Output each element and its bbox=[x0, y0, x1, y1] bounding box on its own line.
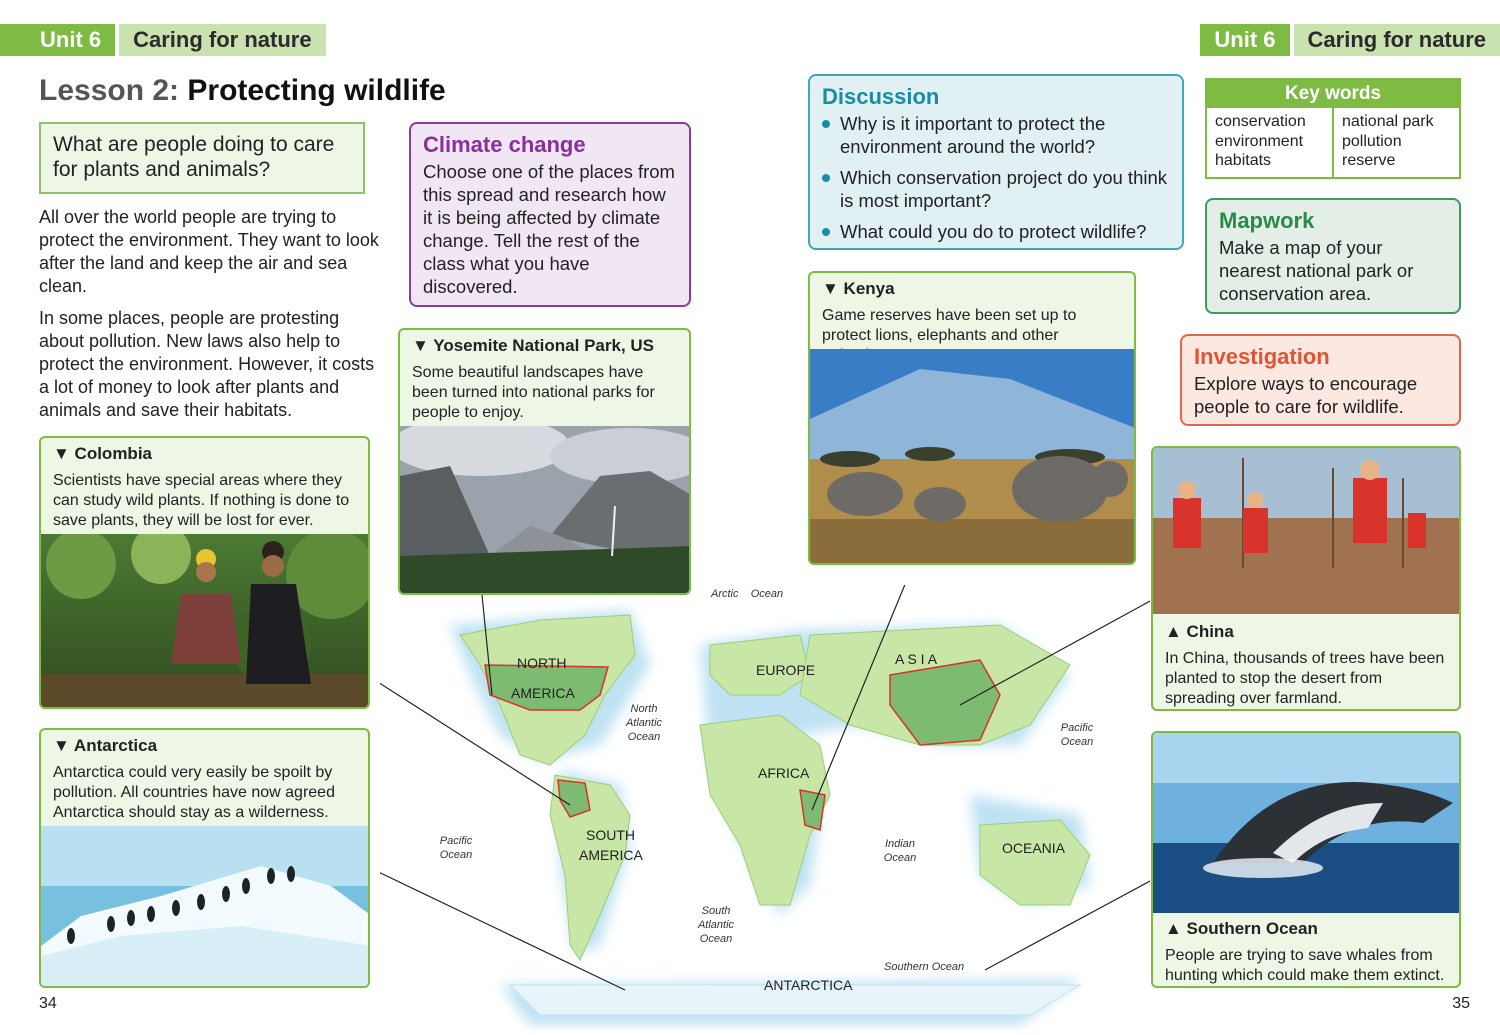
investigation-box bbox=[1180, 334, 1461, 426]
ocean-label-pacific-right bbox=[1057, 721, 1097, 749]
discussion-item: What could you do to protect wildlife? bbox=[840, 220, 1170, 243]
colombia-photo bbox=[41, 534, 368, 709]
key-words-column bbox=[1207, 108, 1332, 177]
climate-text: Choose one of the places from this spread and research how it is being affected by climate change. Tell the rest of the class what you have discovered. bbox=[423, 161, 675, 297]
climate-change-box bbox=[409, 122, 691, 307]
kenya-photo bbox=[810, 349, 1134, 565]
southern-ocean-card bbox=[1151, 731, 1461, 988]
map-label-oceania: OCEANIA bbox=[1002, 840, 1066, 856]
map-label-north-america-2: AMERICA bbox=[511, 685, 575, 701]
card-title: ▲ Southern Ocean bbox=[1165, 919, 1318, 938]
key-word: reserve bbox=[1342, 152, 1396, 169]
ocean-label-line: Ocean bbox=[627, 731, 661, 743]
ocean-label-south-atlantic bbox=[696, 904, 736, 946]
ocean-label-line: North bbox=[630, 703, 658, 715]
card-caption bbox=[41, 730, 368, 829]
card-text: In China, thousands of trees have been planted to stop the desert from spreading over farmland. bbox=[1165, 650, 1445, 707]
ocean-label-arctic: Arctic Ocean bbox=[711, 588, 784, 600]
key-word: pollution bbox=[1342, 132, 1402, 150]
card-title: ▼ Colombia bbox=[53, 444, 152, 463]
discussion-item: Why is it important to protect the environment around the world? bbox=[840, 112, 1170, 158]
key-word: national park bbox=[1342, 113, 1434, 130]
map-label-africa: AFRICA bbox=[758, 765, 810, 781]
key-words-box bbox=[1205, 78, 1461, 179]
card-text: Some beautiful landscapes have been turned into national parks for people to enjoy. bbox=[412, 364, 655, 421]
unit-title: Caring for nature bbox=[1294, 24, 1500, 56]
page-number-left: 34 bbox=[39, 995, 57, 1012]
card-caption bbox=[1153, 913, 1459, 988]
china-photo bbox=[1153, 448, 1459, 614]
card-title: ▼ Kenya bbox=[822, 279, 895, 298]
question-box: What are people doing to care for plants and animals? bbox=[39, 122, 365, 194]
ocean-label-line: Ocean bbox=[1060, 736, 1094, 748]
ocean-label-line: Indian bbox=[885, 838, 915, 850]
map-label-south-america-2: AMERICA bbox=[579, 847, 643, 863]
card-text: People are trying to save whales from hunting which could make them extinct. bbox=[1165, 947, 1445, 984]
map-label-south-america-1: SOUTH bbox=[586, 827, 635, 843]
unit-title: Caring for nature bbox=[119, 24, 325, 56]
card-caption bbox=[400, 330, 689, 429]
map-label-asia: A S I A bbox=[895, 651, 938, 667]
map-label-europe: EUROPE bbox=[756, 662, 816, 678]
card-text: Antarctica could very easily be spoilt by pollution. All countries have now agreed Antarctica should stay as a wilderness. bbox=[53, 764, 335, 821]
whale-photo bbox=[1153, 733, 1459, 913]
kenya-card bbox=[808, 271, 1136, 565]
ocean-label-north-atlantic bbox=[624, 702, 664, 744]
ocean-label-line: Pacific bbox=[1060, 722, 1094, 734]
yosemite-card bbox=[398, 328, 691, 595]
card-caption bbox=[1153, 616, 1459, 711]
lesson-prefix: Lesson 2: bbox=[39, 74, 180, 107]
card-title: ▼ Yosemite National Park, US bbox=[412, 336, 655, 355]
card-title: ▲ China bbox=[1165, 622, 1234, 641]
map-label-north-america-1: NORTH bbox=[517, 655, 567, 671]
intro-paragraph: All over the world people are trying to protect the environment. They want to look after the land and keep the air and sea clean. bbox=[39, 207, 379, 296]
unit-header-right bbox=[1200, 24, 1500, 56]
lesson-name: Protecting wildlife bbox=[187, 74, 446, 107]
ocean-label-southern: Southern Ocean bbox=[884, 961, 965, 973]
antarctica-photo bbox=[41, 826, 368, 988]
china-card bbox=[1151, 446, 1461, 711]
colombia-card bbox=[39, 436, 370, 709]
lesson-title bbox=[39, 74, 446, 108]
ocean-label-line: Ocean bbox=[699, 933, 733, 945]
ocean-label-line: Pacific bbox=[439, 835, 473, 847]
ocean-label-line: Atlantic bbox=[697, 919, 735, 931]
unit-number: Unit 6 bbox=[0, 24, 115, 56]
ocean-label-line: Ocean bbox=[883, 852, 917, 864]
card-caption bbox=[41, 438, 368, 537]
card-title: ▼ Antarctica bbox=[53, 736, 158, 755]
mapwork-title: Mapwork bbox=[1219, 208, 1315, 233]
unit-number: Unit 6 bbox=[1200, 24, 1289, 56]
discussion-title: Discussion bbox=[822, 84, 940, 109]
ocean-label-pacific-left bbox=[436, 834, 476, 862]
mapwork-text: Make a map of your nearest national park or conservation area. bbox=[1219, 237, 1414, 304]
unit-header-left bbox=[0, 24, 326, 56]
key-word: habitats bbox=[1215, 152, 1272, 169]
ocean-label-line: South bbox=[701, 905, 731, 917]
antarctica-card bbox=[39, 728, 370, 988]
card-text: Scientists have special areas where they can study wild plants. If nothing is done to save plants, they will be lost for ever. bbox=[53, 472, 350, 529]
world-map bbox=[380, 585, 1150, 1030]
climate-title: Climate change bbox=[423, 132, 586, 157]
investigation-title: Investigation bbox=[1194, 344, 1330, 369]
intro-paragraph: In some places, people are protesting about pollution. New laws also help to protect the environment. However, it costs a lot of money to look after plants and animals and save their habitats. bbox=[39, 308, 375, 420]
mapwork-box bbox=[1205, 198, 1461, 314]
map-label-antarctica: ANTARCTICA bbox=[764, 977, 853, 993]
key-words-title: Key words bbox=[1207, 80, 1459, 108]
key-words-column bbox=[1332, 108, 1459, 177]
ocean-label-indian bbox=[880, 837, 920, 865]
ocean-label-line: Atlantic bbox=[625, 717, 663, 729]
investigation-text: Explore ways to encourage people to care for wildlife. bbox=[1194, 373, 1418, 417]
page-number-right: 35 bbox=[1452, 995, 1470, 1012]
discussion-box bbox=[808, 74, 1184, 250]
discussion-item: Which conservation project do you think is most important? bbox=[840, 166, 1170, 212]
yosemite-photo bbox=[400, 426, 689, 595]
card-text: Game reserves have been set up to protect lions, elephants and other bbox=[822, 307, 1077, 344]
key-word: environment bbox=[1215, 132, 1304, 150]
ocean-label-line: Ocean bbox=[439, 849, 473, 861]
key-word: conservation bbox=[1215, 113, 1306, 130]
